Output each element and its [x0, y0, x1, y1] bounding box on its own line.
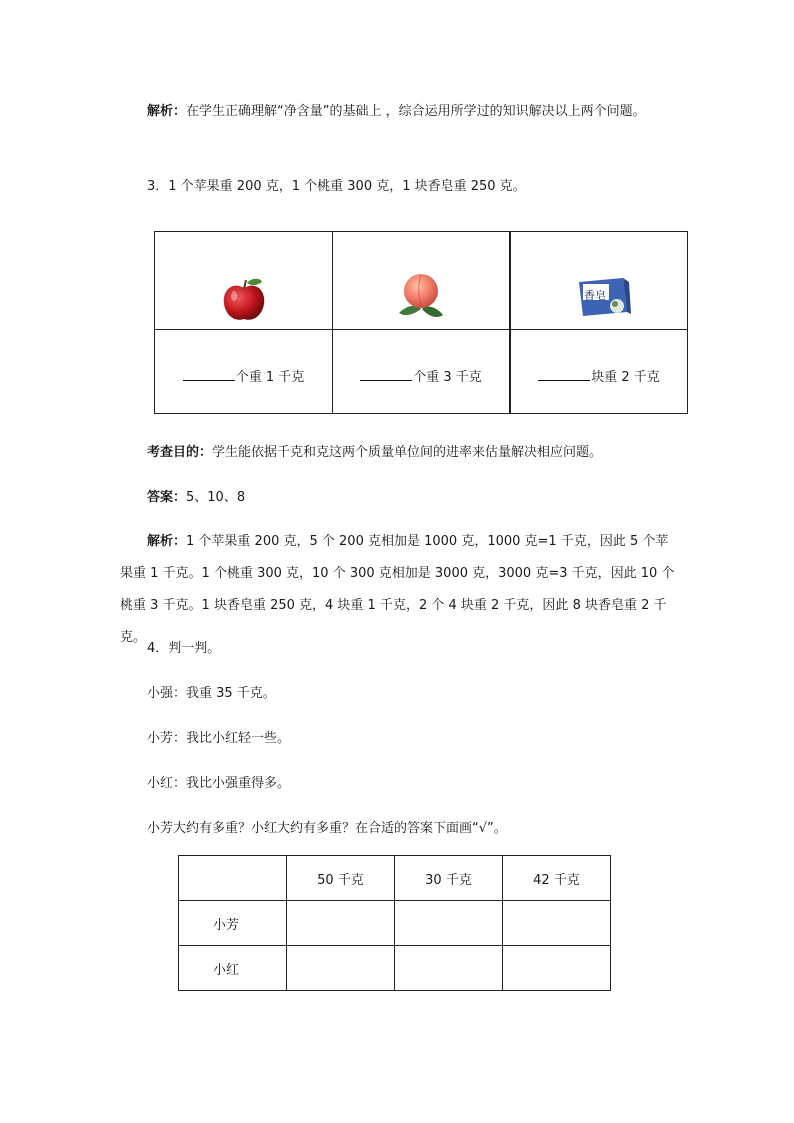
apple-image [219, 276, 269, 326]
apple-answer-blank[interactable] [183, 368, 235, 381]
analysis-paragraph [120, 96, 680, 128]
table-row [179, 946, 611, 991]
apple-cell [154, 231, 333, 330]
peach-cell [332, 231, 510, 330]
apple-answer-text: 个重 1 千克 [235, 370, 305, 385]
xiaofang-42kg-cell[interactable] [503, 901, 611, 946]
apple-answer-cell [154, 329, 333, 414]
header-50kg: 50 千克 [287, 856, 395, 901]
purpose-label: 考查目的： [147, 445, 213, 460]
xiaofang-line: 小芳：我比小红轻一些。 [147, 731, 291, 746]
header-30kg: 30 千克 [395, 856, 503, 901]
fruit-weight-table [154, 231, 688, 414]
soap-answer-text: 块重 2 千克 [591, 370, 660, 385]
soap-answer-cell [510, 329, 688, 414]
analysis-text: 在学生正确理解“净含量”的基础上 ，综合运用所学过的知识解决以上两个问题。 [186, 104, 646, 119]
analysis-q3-text: 1 个苹果重 200 克，5 个 200 克相加是 1000 克，1000 克=1 千克，因此 5 个苹果重 1 千克。1 个桃重 300 克，10 个 300 克相加是 3000 克，3000 克=3 千克，因此 10 个桃重 3 千克。1 块香皂重 250 克，4 块重 1 千克，2 个 4 块重 2 千克，因此 8 块香皂重 2 千克。 [120, 534, 675, 645]
peach-answer-text: 个重 3 千克 [413, 370, 482, 385]
xiaohong-42kg-cell[interactable] [503, 946, 611, 991]
peach-image [391, 265, 451, 325]
peach-answer-blank[interactable] [360, 368, 412, 381]
question-3-stem: 3．1 个苹果重 200 克，1 个桃重 300 克，1 块香皂重 250 克。 [147, 179, 526, 194]
table-row [179, 901, 611, 946]
xiaohong-30kg-cell[interactable] [395, 946, 503, 991]
xiaofang-30kg-cell[interactable] [395, 901, 503, 946]
soap-answer-blank[interactable] [538, 368, 590, 381]
purpose-paragraph [120, 437, 680, 469]
answer-paragraph [120, 482, 680, 514]
analysis-q3-label: 解析： [147, 534, 187, 549]
xiaohong-line: 小红：我比小强重得多。 [147, 776, 291, 791]
table-header-row [179, 856, 611, 901]
xiaoqiang-line: 小强：我重 35 千克。 [147, 686, 276, 701]
analysis-label: 解析： [147, 104, 187, 119]
question-4-prompt: 小芳大约有多重？小红大约有多重？在合适的答案下面画“√”。 [147, 821, 507, 836]
question-4-stem: 4．判一判。 [147, 641, 221, 656]
row-label-xiaofang: 小芳 [179, 901, 287, 946]
soap-cell [510, 231, 688, 330]
header-empty-cell [179, 856, 287, 901]
weight-choice-table [178, 855, 611, 991]
xiaohong-50kg-cell[interactable] [287, 946, 395, 991]
xiaofang-50kg-cell[interactable] [287, 901, 395, 946]
header-42kg: 42 千克 [503, 856, 611, 901]
answer-text: 5、10、8 [186, 490, 246, 505]
purpose-text: 学生能依据千克和克这两个质量单位间的进率来估量解决相应问题。 [212, 445, 603, 460]
row-label-xiaohong: 小红 [179, 946, 287, 991]
peach-answer-cell [332, 329, 510, 414]
soap-box-label: 香皂 [584, 289, 606, 302]
answer-label: 答案： [147, 490, 187, 505]
